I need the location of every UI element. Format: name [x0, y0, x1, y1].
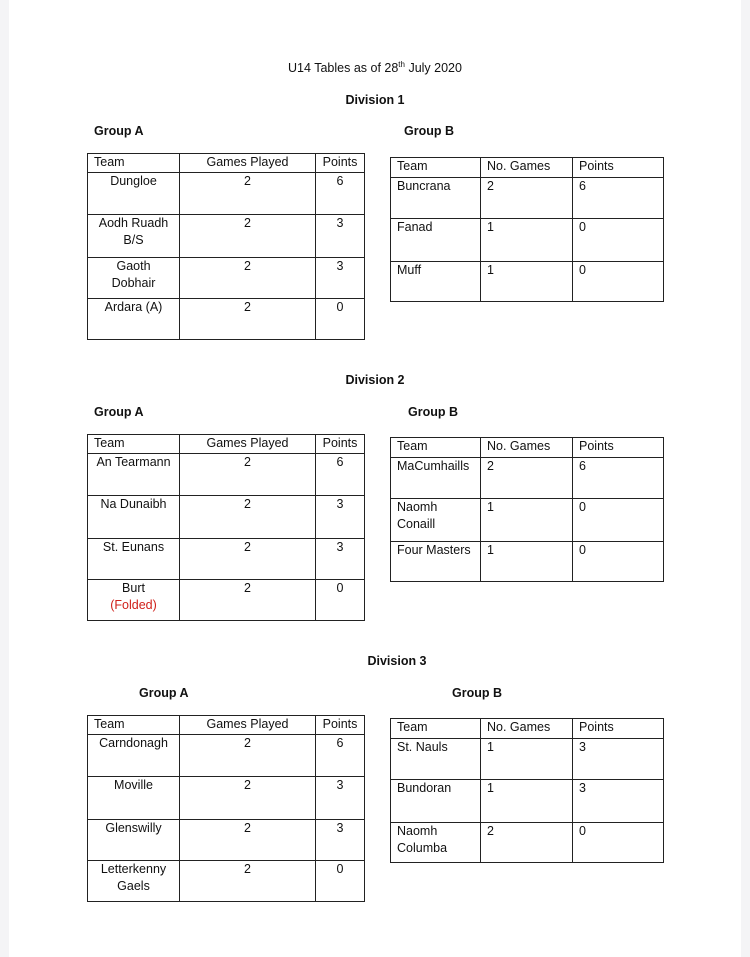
games-value: 1	[481, 739, 573, 780]
points-value: 0	[573, 262, 664, 302]
table-header-row	[88, 435, 365, 454]
division-2-group-b-heading: Group B	[408, 405, 458, 419]
header-points: Points	[316, 716, 365, 735]
team-name: Dungloe	[88, 173, 180, 215]
division-3-group-b-heading: Group B	[452, 686, 502, 700]
division-3-heading: Division 3	[367, 654, 427, 668]
games-value: 2	[180, 580, 316, 621]
team-name: Na Dunaibh	[88, 496, 180, 539]
division-2-group-a-heading: Group A	[94, 405, 144, 419]
table-row	[391, 178, 664, 219]
team-name: Naomh Columba	[391, 823, 481, 863]
page-title: U14 Tables as of 28th July 2020	[288, 60, 462, 76]
team-name: Aodh Ruadh B/S	[88, 215, 180, 258]
team-name: Fanad	[391, 219, 481, 262]
division-1-heading: Division 1	[345, 93, 405, 107]
table-header-row	[391, 719, 664, 739]
table-header-row	[391, 438, 664, 458]
division-3-group-a-heading: Group A	[139, 686, 189, 700]
team-name: St. Eunans	[88, 539, 180, 580]
header-team: Team	[391, 438, 481, 458]
header-points: Points	[573, 719, 664, 739]
team-name: Glenswilly	[88, 820, 180, 861]
table-row	[88, 777, 365, 820]
table-row	[391, 823, 664, 863]
points-value: 0	[573, 542, 664, 582]
points-value: 3	[316, 215, 365, 258]
team-name: Ardara (A)	[88, 299, 180, 340]
header-team: Team	[88, 154, 180, 173]
games-value: 2	[180, 173, 316, 215]
points-value: 0	[573, 219, 664, 262]
team-name	[88, 580, 180, 621]
points-value: 0	[316, 580, 365, 621]
points-value: 6	[573, 178, 664, 219]
team-name: Letterkenny Gaels	[88, 861, 180, 902]
division-3-group-b-table	[390, 718, 664, 863]
games-value: 1	[481, 262, 573, 302]
points-value: 3	[573, 780, 664, 823]
games-value: 2	[481, 458, 573, 499]
table-row	[88, 820, 365, 861]
division-2-group-b-table	[390, 437, 664, 582]
points-value: 3	[316, 539, 365, 580]
header-team: Team	[391, 719, 481, 739]
folded-note: (Folded)	[110, 598, 157, 612]
header-team: Team	[391, 158, 481, 178]
header-games-played: Games Played	[180, 154, 316, 173]
header-points: Points	[316, 154, 365, 173]
points-value: 3	[316, 820, 365, 861]
division-1-group-a-heading: Group A	[94, 124, 144, 138]
team-name: Naomh Conaill	[391, 499, 481, 542]
table-row	[391, 458, 664, 499]
games-value: 2	[180, 735, 316, 777]
table-row	[391, 739, 664, 780]
games-value: 2	[180, 215, 316, 258]
header-no-games: No. Games	[481, 158, 573, 178]
team-name: An Tearmann	[88, 454, 180, 496]
points-value: 6	[316, 454, 365, 496]
table-row	[88, 299, 365, 340]
table-row	[88, 580, 365, 621]
points-value: 6	[316, 173, 365, 215]
games-value: 2	[180, 861, 316, 902]
points-value: 3	[316, 496, 365, 539]
points-value: 3	[316, 258, 365, 299]
games-value: 2	[180, 539, 316, 580]
team-name: St. Nauls	[391, 739, 481, 780]
table-row	[391, 499, 664, 542]
table-row	[391, 780, 664, 823]
table-row	[88, 861, 365, 902]
games-value: 1	[481, 219, 573, 262]
team-name: Four Masters	[391, 542, 481, 582]
team-name-text: Burt	[122, 581, 145, 595]
division-1-group-b-heading: Group B	[404, 124, 454, 138]
games-value: 2	[481, 178, 573, 219]
games-value: 1	[481, 542, 573, 582]
header-points: Points	[573, 438, 664, 458]
header-no-games: No. Games	[481, 438, 573, 458]
games-value: 2	[180, 258, 316, 299]
table-header-row	[88, 716, 365, 735]
division-1-group-a-table	[87, 153, 365, 340]
table-row	[88, 258, 365, 299]
division-2-group-a-table	[87, 434, 365, 621]
table-row	[391, 219, 664, 262]
team-name: Carndonagh	[88, 735, 180, 777]
division-2-heading: Division 2	[345, 373, 405, 387]
table-row	[88, 215, 365, 258]
points-value: 0	[573, 499, 664, 542]
table-row	[88, 454, 365, 496]
games-value: 2	[481, 823, 573, 863]
team-name: Bundoran	[391, 780, 481, 823]
games-value: 2	[180, 299, 316, 340]
team-name: Moville	[88, 777, 180, 820]
team-name: MaCumhaills	[391, 458, 481, 499]
table-row	[88, 735, 365, 777]
points-value: 6	[316, 735, 365, 777]
team-name: Gaoth Dobhair	[88, 258, 180, 299]
points-value: 0	[573, 823, 664, 863]
header-points: Points	[573, 158, 664, 178]
table-row	[88, 539, 365, 580]
table-row	[391, 542, 664, 582]
header-team: Team	[88, 435, 180, 454]
table-row	[88, 496, 365, 539]
header-games-played: Games Played	[180, 716, 316, 735]
team-name: Buncrana	[391, 178, 481, 219]
games-value: 2	[180, 820, 316, 861]
header-points: Points	[316, 435, 365, 454]
header-no-games: No. Games	[481, 719, 573, 739]
header-games-played: Games Played	[180, 435, 316, 454]
team-name: Muff	[391, 262, 481, 302]
points-value: 6	[573, 458, 664, 499]
games-value: 2	[180, 777, 316, 820]
games-value: 1	[481, 499, 573, 542]
table-header-row	[391, 158, 664, 178]
points-value: 3	[573, 739, 664, 780]
table-row	[391, 262, 664, 302]
games-value: 2	[180, 454, 316, 496]
points-value: 0	[316, 299, 365, 340]
table-row	[88, 173, 365, 215]
games-value: 2	[180, 496, 316, 539]
points-value: 3	[316, 777, 365, 820]
header-team: Team	[88, 716, 180, 735]
division-3-group-a-table	[87, 715, 365, 902]
games-value: 1	[481, 780, 573, 823]
points-value: 0	[316, 861, 365, 902]
division-1-group-b-table	[390, 157, 664, 302]
table-header-row	[88, 154, 365, 173]
